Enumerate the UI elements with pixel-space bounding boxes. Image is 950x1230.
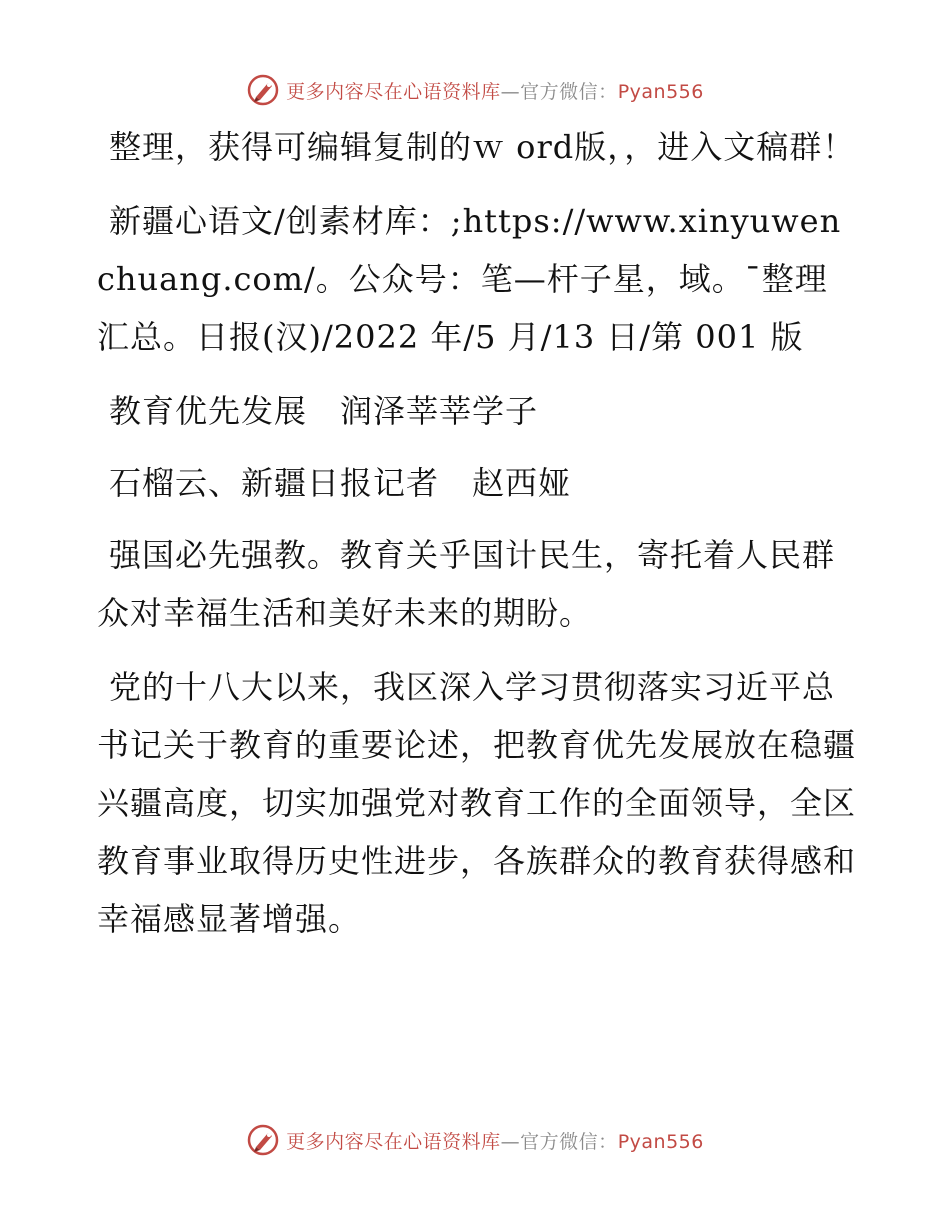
pen-logo-icon [246, 1123, 280, 1157]
banner-dash: — [500, 80, 521, 103]
banner-wechat-label: 官方微信： [520, 80, 618, 103]
banner-text [286, 77, 704, 104]
paragraph-intro: 整理，获得可编辑复制的ｗ ord版，，进入文稿群！ [109, 128, 856, 166]
header-banner [0, 70, 950, 110]
banner-dash: — [500, 1130, 521, 1153]
document-body [97, 118, 857, 964]
banner-handle: Pyan556 [617, 1130, 704, 1153]
paragraph-body: 党的十八大以来，我区深入学习贯彻落实习近平总书记关于教育的重要论述，把教育优先发展放在稳疆兴疆高度，切实加强党对教育工作的全面领导，全区教育事业取得历史性进步，各族群众的教育获得感和幸福感显著增强。 [97, 668, 857, 938]
banner-lead: 更多内容尽在心语资料库 [286, 80, 501, 103]
banner-lead: 更多内容尽在心语资料库 [286, 1130, 501, 1153]
paragraph-lead: 强国必先强教。教育关乎国计民生，寄托着人民群众对幸福生活和美好未来的期盼。 [97, 536, 836, 632]
footer-banner [0, 1120, 950, 1160]
article-byline: 石榴云、新疆日报记者 赵西娅 [109, 464, 572, 502]
banner-handle: Pyan556 [617, 80, 704, 103]
banner-wechat-label: 官方微信： [520, 1130, 618, 1153]
pen-logo-icon [246, 73, 280, 107]
article-title: 教育优先发展 润泽莘莘学子 [109, 392, 539, 430]
banner-text [286, 1127, 704, 1154]
paragraph-source: 新疆心语文/创素材库：;https://www.xinyuwenchuang.com/。公众号：笔—杆子星，域。¯整理汇总。日报(汉)/2022 年/5 月/13 日/第 001 版 [97, 202, 842, 356]
